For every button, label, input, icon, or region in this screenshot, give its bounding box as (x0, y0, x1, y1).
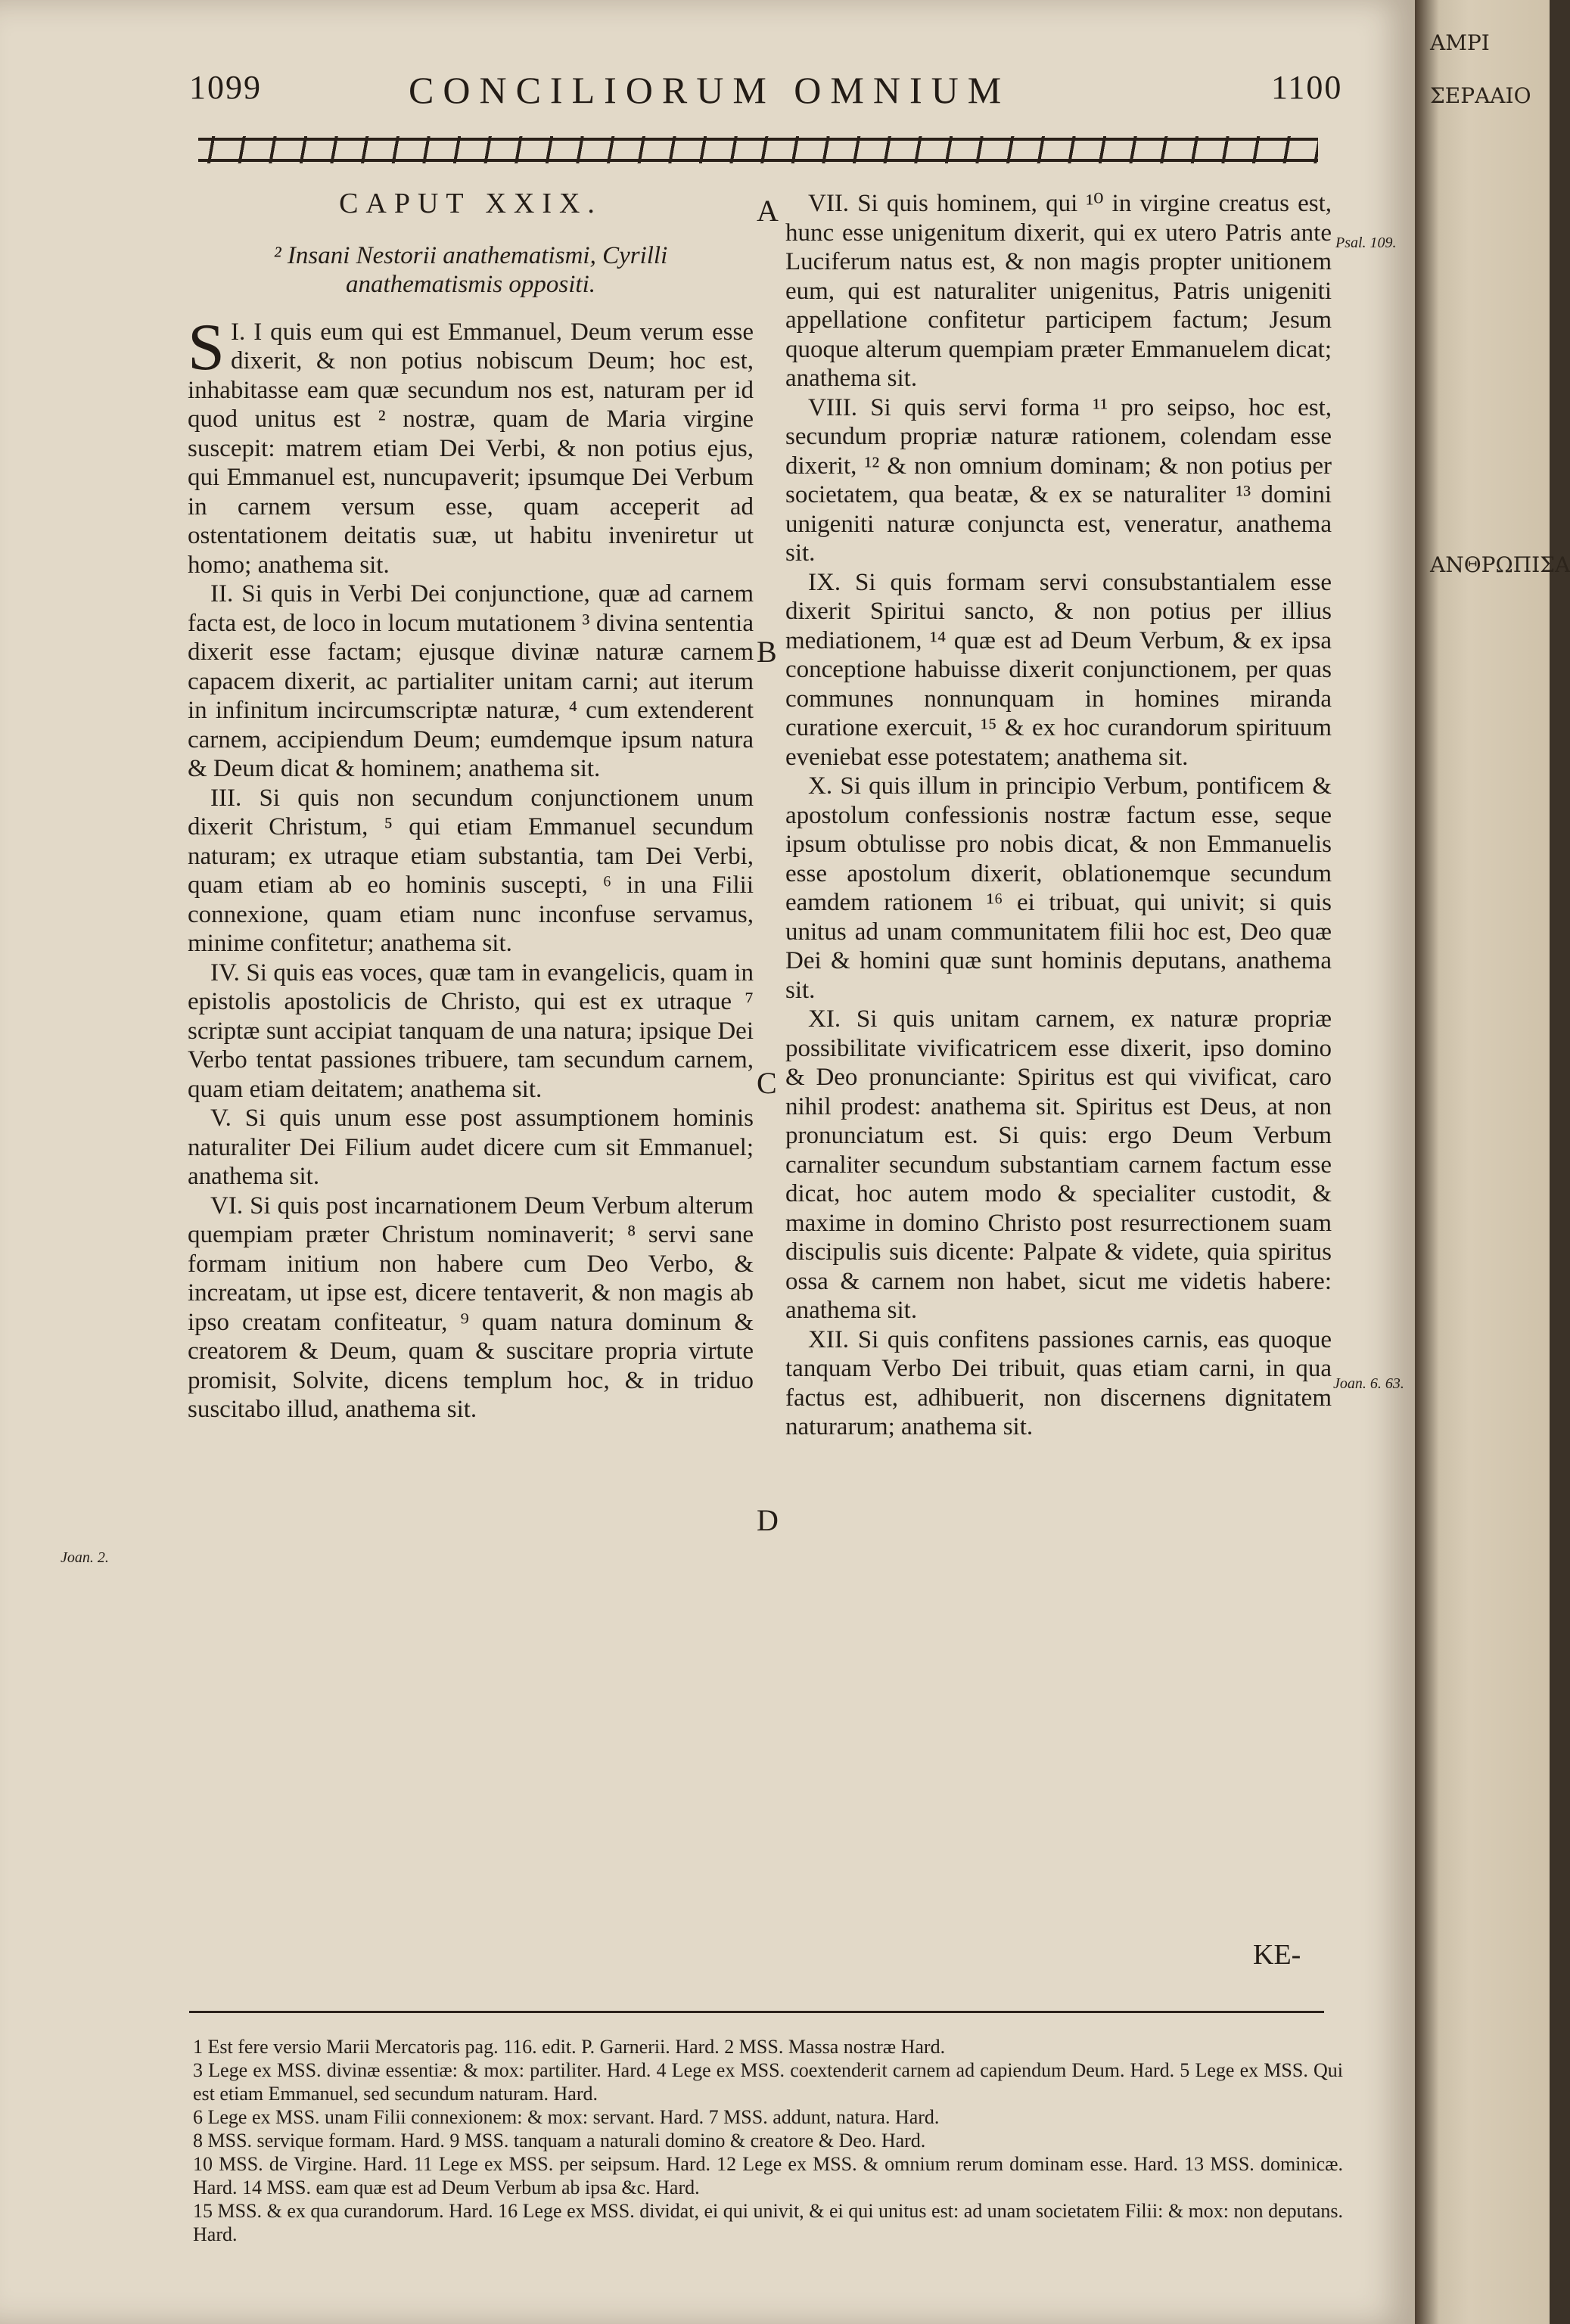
paragraph: IX. Si quis formam servi consubstantialem esse dixerit Spiritui sancto, & non potius per illius mediationem, ¹⁴ quæ est ad Deum Verbum, & ex ipsa conceptione habuisse dixerit conjunctionem, per quas communes nonnunquam in homines miranda curatione exercuit, ¹⁵ & ex hoc curandorum spirituum eveniebat esse potestatem; anathema sit. (785, 568, 1332, 771)
margin-note-joan-left: Joan. 2. (61, 1549, 109, 1566)
chapter-title: CAPUT XXIX. (339, 188, 602, 219)
footnote-line: 10 MSS. de Virgine. Hard. 11 Lege ex MSS. per seipsum. Hard. 12 Lege ex MSS. & omnium rerum dominam esse. Hard. 13 MSS. dominicæ. Hard. 14 MSS. eam quæ est ad Deum Verbum ab ipsa &c. Hard. (193, 2153, 1343, 2198)
paragraph: XII. Si quis confitens passiones carnis, eas quoque tanquam Verbo Dei tribuit, quas etiam carni, in qua factus est, adhibuerit, non discernens dignitatem naturarum; anathema sit. (785, 1325, 1332, 1440)
adjacent-page-text: ΑΝΘΡΩΠΙΣΑ (1430, 552, 1570, 577)
paragraph: XI. Si quis unitam carnem, ex naturæ propriæ possibilitate vivificatricem esse dixerit, ipso domino & Deo pronunciante: Spiritus est qui vivificat, caro nihil prodest: anathema sit. Spiritus est Deus, at non pronunciatum est. Si quis: ergo Deum Verbum carnaliter secundum substantiam carnem factum esse dicat, hoc autem modo & specialiter custodit, & maxime in domino Christo post resurrectionem suam discipulis suis dicente: Palpate & videte, quia spiritus ossa & carnem non habet, sicut me videtis habere: anathema sit. (785, 1005, 1332, 1324)
footnote-line: 8 MSS. servique formam. Hard. 9 MSS. tanquam a naturali domino & creatore & Deo. Hard. (193, 2130, 926, 2152)
paragraph: IV. Si quis eas voces, quæ tam in evangelicis, quam in epistolis apostolicis de Christo, qui est ex utraque ⁷ scriptæ sunt accipiat tanquam de una natura; ipsique Dei Verbo tentat passiones tribuere, tam secundum carnem, quam etiam deitatem; anathema sit. (188, 958, 754, 1103)
catchword: KE- (1253, 1939, 1301, 1971)
footnotes (193, 2035, 1343, 2246)
footnote-rule (189, 2011, 1324, 2013)
paragraph: VIII. Si quis servi forma ¹¹ pro seipso, hoc est, secundum propriæ naturæ rationem, colendam esse dixerit, ¹² & non omnium dominam; & non potius per societatem, qua beatæ, & ex se naturaliter ¹³ domini unigeniti naturæ conjuncta est, veneratur, anathema sit. (785, 393, 1332, 567)
footnote-line: 15 MSS. & ex qua curandorum. Hard. 16 Lege ex MSS. dividat, ei qui univit, & ei qui unitus est: ad unam societatem Filii: & mox: non deputans. Hard. (193, 2200, 1343, 2245)
footnote-line: 1 Est fere versio Marii Mercatoris pag. 116. edit. P. Garnerii. Hard. 2 MSS. Massa nostræ Hard. (193, 2036, 946, 2058)
adjacent-page-text: ΑΜΡΙ (1430, 30, 1490, 55)
paragraph: II. Si quis in Verbi Dei conjunctione, quæ ad carnem facta est, de loco in locum mutationem ³ divina sententia dixerit esse factam; ejusque divinæ naturæ carnem capacem dixerit, ac partialiter unitam carni; aut iterum in infinitum incircumscriptæ naturæ, ⁴ cum extenderent carnem, accipiendum Deum; eumdemque ipsum natura & Deum dicat & hominem; anathema sit. (188, 580, 754, 782)
header-ornament (198, 136, 1318, 163)
adjacent-page-text: ΣΕΡΑΑΙΟ (1430, 83, 1531, 108)
left-column (188, 189, 754, 1425)
section-marker-c: C (757, 1066, 777, 1100)
running-title: CONCILIORUM OMNIUM (409, 69, 1011, 111)
page-number-right: 1100 (1271, 69, 1343, 106)
page-header (0, 53, 1415, 113)
section-marker-d: D (757, 1503, 779, 1537)
footnote-line: 6 Lege ex MSS. unam Filii connexionem: & mox: servant. Hard. 7 MSS. addunt, natura. Hard. (193, 2106, 940, 2128)
margin-note-psalm: Psal. 109. (1335, 235, 1397, 251)
paragraph: VI. Si quis post incarnationem Deum Verbum alterum quempiam præter Christum nominaverit; ⁸ servi sane formam initium non habere cum Deo Verbo, & increatam, ut ipse est, dicere tentaverit, & non magis ab ipso creatam confiteatur, ⁹ quam natura dominum & creatorem & Deum, quam & suscitare propria virtute promisit, Solvite, dicens templum hoc, & in triduo suscitabo illud, anathema sit. (188, 1192, 754, 1423)
paragraph: V. Si quis unum esse post assumptionem hominis naturaliter Dei Filium audet dicere cum sit Emmanuel; anathema sit. (188, 1105, 754, 1190)
section-marker-a: A (757, 194, 779, 228)
footnote-line: 3 Lege ex MSS. divinæ essentiæ: & mox: partiliter. Hard. 4 Lege ex MSS. coextenderit carnem ad capiendum Deum. Hard. 5 Lege ex MSS. Qui est etiam Emmanuel, sed secundum naturam. Hard. (193, 2059, 1343, 2105)
section-marker-b: B (757, 635, 777, 669)
right-column (785, 189, 1332, 1442)
drop-cap: S (188, 310, 225, 384)
adjacent-page-edge (1415, 0, 1570, 2324)
paragraph: S I. I quis eum qui est Emmanuel, Deum verum esse dixerit, & non potius nobiscum Deum; hoc est, inhabitasse eam quæ secundum nos est, naturam per id quod unitus est ² nostræ, quam de Maria virgine suscepit: matrem etiam Dei Verbi, & non potius ejus, qui Emmanuel est, nuncupaverit; ipsumque Dei Verbum in carnem versum esse, quam acceperit ad ostentationem deitatis suæ, ut habitu inveniretur ut homo; anathema sit. (188, 310, 754, 579)
paragraph: III. Si quis non secundum conjunctionem unum dixerit Christum, ⁵ qui etiam Emmanuel secundum naturam; ex utraque etiam substantia, tam Dei Verbi, quam etiam ab eo hominis suscepti, ⁶ in una Filii connexione, quam etiam nunc inconfuse servamus, minime confitetur; anathema sit. (188, 784, 754, 957)
margin-note-joan-right: Joan. 6. 63. (1333, 1375, 1404, 1392)
paragraph: VII. Si quis hominem, qui ¹⁰ in virgine creatus est, hunc esse unigenitum dixerit, qui ex utero Patris ante Luciferum natus est, & non magis propter unitionem eum, qui est naturaliter unigenitus, Patris unigeniti appellatione confitetur participem factum; Jesum quoque alterum quempiam præter Emmanuelem dicat; anathema sit. (785, 190, 1332, 392)
chapter-subtitle: ² Insani Nestorii anathematismi, Cyrilli anathematismis oppositi. (273, 241, 668, 298)
page-number-left: 1099 (189, 69, 262, 106)
paragraph: X. Si quis illum in principio Verbum, pontificem & apostolum confessionis nostræ factum esse, seque ipsum obtulisse pro nobis dicat, & non Emmanuelis esse apostolum dixerit, oblationemque secundum eamdem rationem ¹⁶ ei tribuat, qui univit; si quis unitus ad unam communitatem filii hoc est, Deo quæ Dei & homini quæ sunt hominis deputans, anathema sit. (785, 772, 1332, 1004)
